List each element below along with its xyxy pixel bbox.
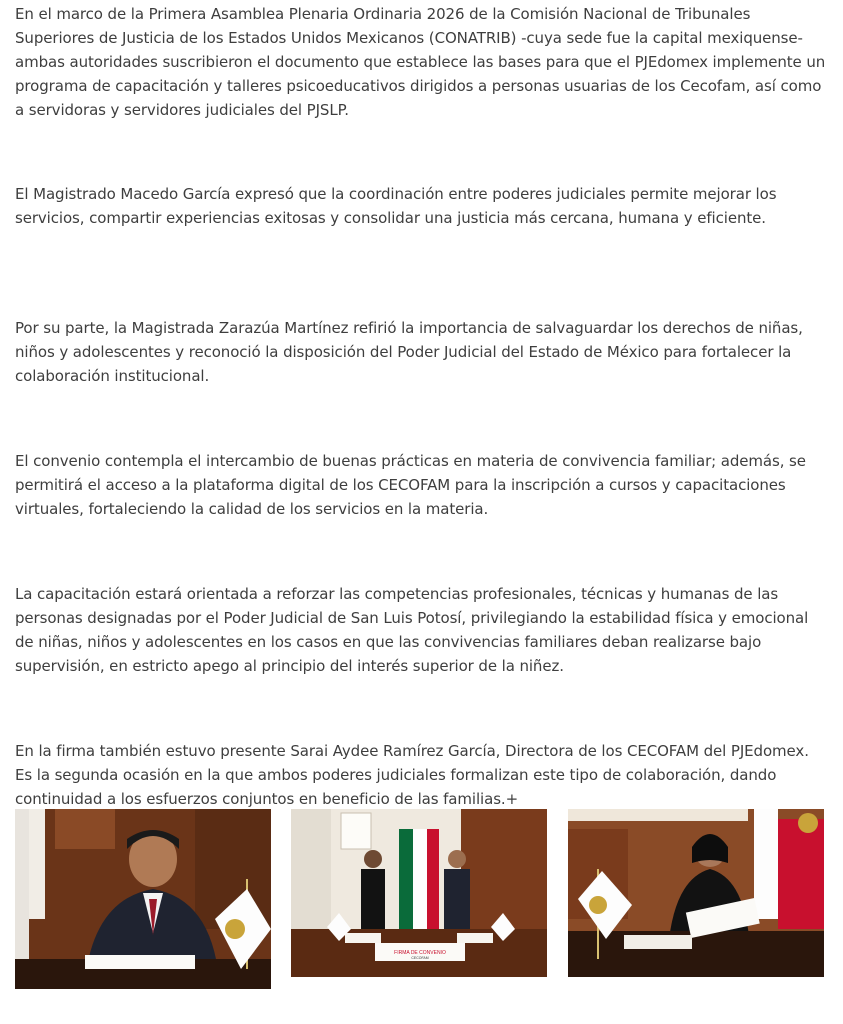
- photo-magistrate-woman-signing[interactable]: [568, 809, 824, 977]
- table-sign-text: FIRMA DE CONVENIO: [394, 950, 446, 956]
- photo-2-illustration: [291, 809, 547, 977]
- paragraph-4: El convenio contempla el intercambio de buenas prácticas en materia de convivencia familiar; además, se permitirá el acceso a la plataforma digital de los CECOFAM para la inscripción a cursos y capacitaciones virtuales, fortaleciendo la calidad de los servicios en la materia.: [15, 452, 806, 518]
- paragraph-5: La capacitación estará orientada a reforzar las competencias profesionales, técnicas y humanas de las personas designadas por el Poder Judicial de San Luis Potosí, privilegiando la estabilidad física y emocional de niñas, niños y adolescentes en los casos en que las convivencias familiares deban realizarse bajo supervisión, en estricto apego al principio del interés superior de la niñez.: [15, 585, 809, 675]
- table-sign-subtext: CECOFAM: [411, 956, 429, 960]
- photo-officials-standing[interactable]: [291, 809, 547, 977]
- paragraph-3: Por su parte, la Magistrada Zarazúa Martínez refirió la importancia de salvaguardar los derechos de niñas, niños y adolescentes y reconoció la disposición del Poder Judicial del Estado de México para fortalecer la colaboración institucional.: [15, 319, 803, 385]
- paragraph-6: En la firma también estuvo presente Sarai Aydee Ramírez García, Directora de los CECOFAM del PJEdomex. Es la segunda ocasión en la que ambos poderes judiciales formalizan este tipo de colaboración, dando continuidad a los esfuerzos conjuntos en beneficio de las familias.+: [15, 742, 809, 808]
- paragraph-1: En el marco de la Primera Asamblea Plenaria Ordinaria 2026 de la Comisión Nacional de Tribunales Superiores de Justicia de los Estados Unidos Mexicanos (CONATRIB) -cuya sede fue la capital mexiquense- ambas autoridades suscribieron el documento que establece las bases para que el PJEdomex implemente un programa de capacitación y talleres psicoeducativos dirigidos a personas usuarias de los Cecofam, así como a servidoras y servidores judiciales del PJSLP.: [15, 5, 826, 119]
- photo-3-illustration: [568, 809, 824, 977]
- photo-magistrate-signing[interactable]: [15, 809, 271, 989]
- photo-1-illustration: [15, 809, 271, 989]
- paragraph-2: El Magistrado Macedo García expresó que la coordinación entre poderes judiciales permite mejorar los servicios, compartir experiencias exitosas y consolidar una justicia más cercana, humana y eficiente.: [15, 185, 777, 227]
